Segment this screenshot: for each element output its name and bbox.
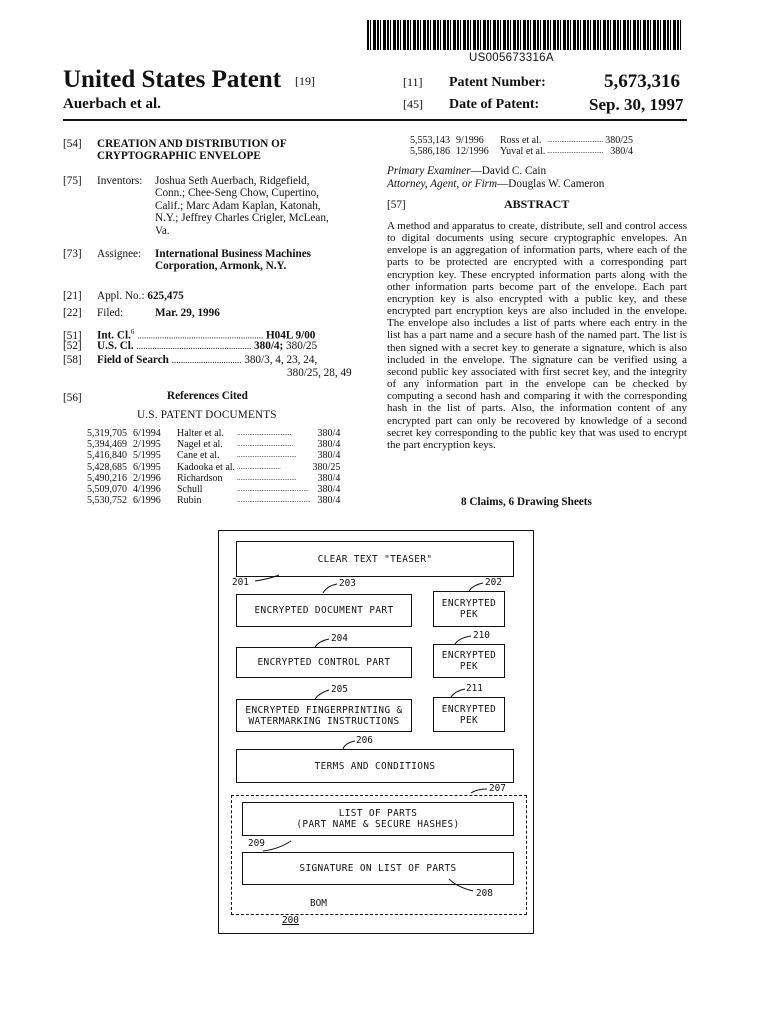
document-title: United States Patent [19] xyxy=(63,66,316,93)
reference-date: 2/1996 xyxy=(133,472,161,484)
reference-no: 5,394,469 xyxy=(87,439,127,451)
reference-dots: ................................ xyxy=(237,440,294,449)
reference-no: 5,553,143 xyxy=(410,135,450,146)
reference-row xyxy=(87,473,340,484)
reference-date: 6/1996 xyxy=(133,495,161,507)
reference-cls: 380/4 xyxy=(317,472,341,484)
encrypted-document-part-box: ENCRYPTED DOCUMENT PART xyxy=(236,594,412,627)
reference-dots: ......................................... xyxy=(237,485,309,494)
reference-dots: ................................ xyxy=(547,147,604,156)
reference-date: 9/1996 xyxy=(456,135,484,146)
ref-210: 210 xyxy=(473,630,490,641)
reference-no: 5,586,186 xyxy=(410,146,450,158)
reference-cls: 380/4 xyxy=(610,146,634,158)
ref-200: 200 xyxy=(282,915,299,926)
reference-row xyxy=(87,495,340,506)
ref-207: 207 xyxy=(489,783,506,794)
inventors-list: Joshua Seth Auerbach, Ridgefield, Conn.; Chee-Seng Chow, Cupertino, Calif.; Marc Adam Kaplan, Katonah, N.Y.; Jeffrey Charles Crigler, McLean, Va. xyxy=(155,175,329,237)
reference-cls: 380/4 xyxy=(317,450,341,462)
references-title: References Cited xyxy=(167,390,248,402)
references-code: [56] xyxy=(63,392,82,404)
patent-number-label: [11] Patent Number: xyxy=(403,75,546,90)
list-of-parts-box: LIST OF PARTS (PART NAME & SECURE HASHES) xyxy=(242,802,514,836)
reference-no: 5,530,752 xyxy=(87,495,127,507)
reference-cls: 380/25 xyxy=(605,135,634,146)
reference-name: Kadooka et al. xyxy=(177,461,236,473)
reference-name: Rubin xyxy=(177,495,202,507)
reference-row xyxy=(87,439,340,450)
filed-field: [22] Filed: Mar. 29, 1996 xyxy=(63,307,220,319)
reference-date: 2/1995 xyxy=(133,439,161,451)
leader-lines xyxy=(219,531,535,935)
reference-date: 4/1996 xyxy=(133,484,161,496)
reference-no: 5,416,840 xyxy=(87,450,127,462)
reference-dots: .................................. xyxy=(237,451,297,460)
publication-number: US005673316A xyxy=(469,52,554,64)
inventors-field: [75] Inventors: xyxy=(63,175,143,187)
field-of-search-line2: 380/25, 28, 49 xyxy=(287,367,352,379)
ref-204: 204 xyxy=(331,633,348,644)
pek-box-2: ENCRYPTED PEK xyxy=(433,644,505,678)
envelope-diagram xyxy=(218,530,534,934)
appl-field: [21] Appl. No.: 625,475 xyxy=(63,290,184,302)
references-table-cont xyxy=(410,135,633,157)
assignee-field: [73] Assignee: xyxy=(63,248,142,260)
inventors-short: Auerbach et al. xyxy=(63,96,161,112)
field-of-search: [58] Field of Search ............................... 380/3, 4, 23, 24, xyxy=(63,354,318,366)
reference-no: 5,319,705 xyxy=(87,428,127,439)
ref-209: 209 xyxy=(248,838,265,849)
signature-box: SIGNATURE ON LIST OF PARTS xyxy=(242,852,514,885)
references-subtitle: U.S. PATENT DOCUMENTS xyxy=(137,409,277,421)
reference-name: Richardson xyxy=(177,472,223,484)
ref-202: 202 xyxy=(485,577,502,588)
patent-number: 5,673,316 xyxy=(604,71,680,92)
bom-label: BOM xyxy=(310,898,327,909)
reference-date: 12/1996 xyxy=(456,146,489,158)
attorney: Attorney, Agent, or Firm—Douglas W. Cameron xyxy=(387,178,605,190)
abstract-text: A method and apparatus to create, distribute, sell and control access to digital documents using secure cryptographic envelopes. An envelope is an aggregation of information parts, where each of the parts to be protected are encrypted with a corresponding part encryption key. These encrypted information parts along with the other information parts become part of the envelope. Each part encryption key is also encrypted with a public key, and these encrypted part encryption keys are also included in the envelope. The envelope also includes a list of parts where each entry in the list has a part name and a secure hash of the named part. The list is then signed with a secret key to generate a signature, which is also included in the envelope. The signature can be verified using a second public key associated with first secret key, and the integrity of any information part in the envelope can be checked by computing a second hash and comparing it with the corresponding hash in the list of parts. Also, the information content of any encrypted part can only be recovered by knowledge of a second secret key corresponding to the public key that was used to encrypt the part encryption keys. xyxy=(387,220,687,451)
patent-date: Sep. 30, 1997 xyxy=(589,95,684,114)
date-label: [45] Date of Patent: xyxy=(403,97,540,112)
ref-206: 206 xyxy=(356,735,373,746)
barcode xyxy=(367,20,683,50)
reference-no: 5,490,216 xyxy=(87,472,127,484)
ref-208: 208 xyxy=(476,888,493,899)
fingerprinting-instructions-box: ENCRYPTED FINGERPRINTING & WATERMARKING INSTRUCTIONS xyxy=(236,699,412,732)
terms-and-conditions-box: TERMS AND CONDITIONS xyxy=(236,749,514,783)
reference-no: 5,509,070 xyxy=(87,484,127,496)
reference-row xyxy=(87,462,340,473)
reference-row xyxy=(87,428,340,439)
ref-203: 203 xyxy=(339,578,356,589)
reference-name: Schull xyxy=(177,484,203,496)
reference-dots: ............................... xyxy=(237,429,292,437)
reference-no: 5,428,685 xyxy=(87,461,127,473)
title-field: [54] CREATION AND DISTRIBUTION OF CRYPTOGRAPHIC ENVELOPE xyxy=(63,138,287,163)
reference-row xyxy=(410,135,633,146)
abstract-code: [57] xyxy=(387,199,406,211)
reference-date: 6/1994 xyxy=(133,428,161,439)
header-rule xyxy=(63,119,687,121)
reference-cls: 380/4 xyxy=(317,439,341,451)
encrypted-control-part-box: ENCRYPTED CONTROL PART xyxy=(236,647,412,678)
references-table xyxy=(87,428,340,506)
reference-dots: .......................................... xyxy=(237,496,311,505)
reference-cls: 380/4 xyxy=(317,428,341,439)
reference-name: Halter et al. xyxy=(177,428,224,439)
reference-dots: ................................ xyxy=(547,136,604,144)
reference-name: Nagel et al. xyxy=(177,439,223,451)
reference-name: Cane et al. xyxy=(177,450,220,462)
ref-201: 201 xyxy=(232,577,249,588)
reference-row xyxy=(410,146,633,157)
reference-date: 6/1995 xyxy=(133,461,161,473)
pek-box-3: ENCRYPTED PEK xyxy=(433,697,505,732)
assignee-value: International Business Machines Corporation, Armonk, N.Y. xyxy=(155,248,312,273)
teaser-box: CLEAR TEXT "TEASER" xyxy=(236,541,514,577)
pek-box-1: ENCRYPTED PEK xyxy=(433,591,505,627)
reference-dots: ......................... xyxy=(237,462,281,471)
us-cl-field: [52] U.S. Cl. ................................................... 380/4; 380/25 xyxy=(63,340,318,352)
reference-dots: .................................. xyxy=(237,473,297,482)
reference-cls: 380/25 xyxy=(312,461,341,473)
reference-name: Ross et al. xyxy=(500,135,542,146)
reference-row xyxy=(87,484,340,495)
reference-cls: 380/4 xyxy=(317,495,341,507)
claims-count: 8 Claims, 6 Drawing Sheets xyxy=(461,496,592,508)
primary-examiner: Primary Examiner—David C. Cain xyxy=(387,165,547,177)
ref-205: 205 xyxy=(331,684,348,695)
reference-row xyxy=(87,450,340,461)
ref-211: 211 xyxy=(466,683,483,694)
abstract-title: ABSTRACT xyxy=(504,197,570,211)
reference-name: Yuval et al. xyxy=(500,146,546,158)
reference-date: 5/1995 xyxy=(133,450,161,462)
int-cl-field: [51] Int. Cl.$^6$ ........................................................ H04L 9/00 xyxy=(63,328,316,342)
reference-cls: 380/4 xyxy=(317,484,341,496)
